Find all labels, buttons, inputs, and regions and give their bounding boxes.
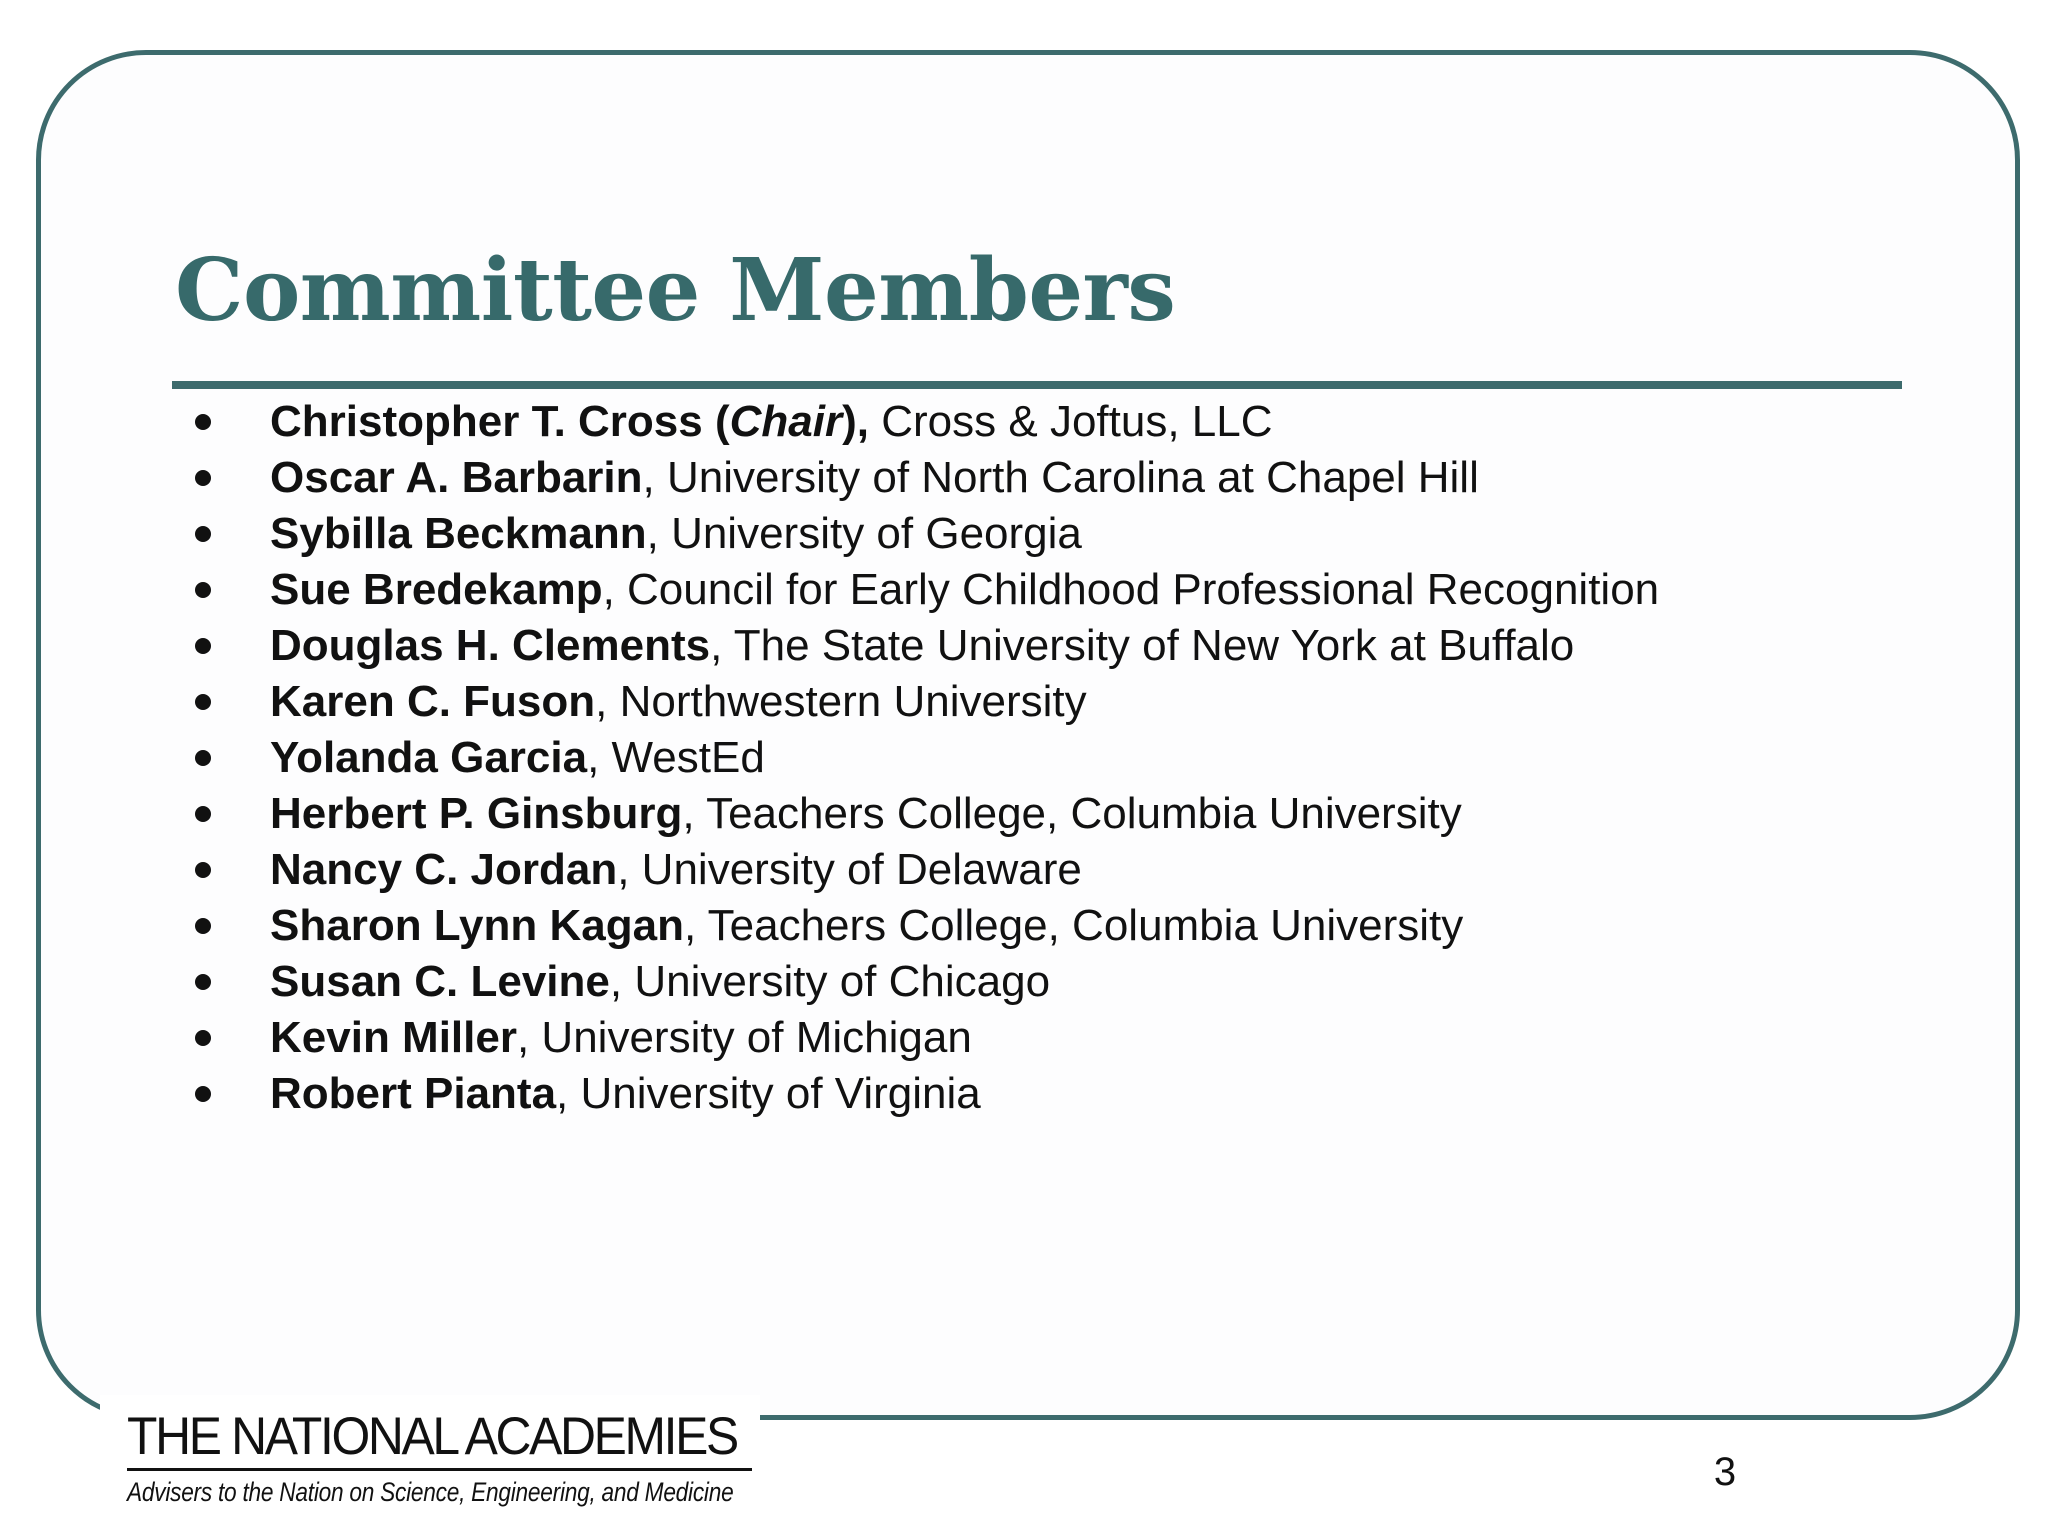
- member-name: Sue Bredekamp: [270, 565, 603, 614]
- member-item: Karen C. Fuson, Northwestern University: [190, 674, 1659, 730]
- member-item: Nancy C. Jordan, University of Delaware: [190, 842, 1659, 898]
- bullet-icon: [195, 582, 211, 598]
- member-name: Robert Pianta: [270, 1069, 557, 1118]
- member-affiliation: Teachers College, Columbia University: [706, 789, 1462, 838]
- member-name: Susan C. Levine: [270, 957, 610, 1006]
- member-affiliation: Northwestern University: [619, 677, 1087, 726]
- bullet-icon: [195, 414, 211, 430]
- member-name: Christopher T. Cross: [270, 397, 703, 446]
- member-affiliation: University of Delaware: [641, 845, 1082, 894]
- bullet-icon: [195, 806, 211, 822]
- member-name: Yolanda Garcia: [270, 733, 588, 782]
- member-affiliation: University of Virginia: [580, 1069, 981, 1118]
- logo-divider: [127, 1468, 752, 1471]
- bullet-icon: [195, 1086, 211, 1102]
- member-affiliation: The State University of New York at Buffalo: [733, 621, 1575, 670]
- member-name: Herbert P. Ginsburg: [270, 789, 683, 838]
- logo-title: THE NATIONAL ACADEMIES: [127, 1407, 737, 1466]
- bullet-icon: [195, 862, 211, 878]
- member-name: Kevin Miller: [270, 1013, 517, 1062]
- member-item: Sybilla Beckmann, University of Georgia: [190, 506, 1659, 562]
- member-affiliation: University of North Carolina at Chapel Hill: [666, 453, 1479, 502]
- bullet-icon: [195, 470, 211, 486]
- member-name: Nancy C. Jordan: [270, 845, 618, 894]
- bullet-icon: [195, 638, 211, 654]
- member-item: Oscar A. Barbarin, University of North Carolina at Chapel Hill: [190, 450, 1659, 506]
- member-item: Yolanda Garcia, WestEd: [190, 730, 1659, 786]
- member-item: Sharon Lynn Kagan, Teachers College, Columbia University: [190, 898, 1659, 954]
- committee-member-list: [190, 394, 1659, 1122]
- national-academies-logo: [127, 1407, 752, 1509]
- bullet-icon: [195, 1030, 211, 1046]
- member-item: Christopher T. Cross (Chair), Cross & Joftus, LLC: [190, 394, 1659, 450]
- member-affiliation: Teachers College, Columbia University: [707, 901, 1464, 950]
- bullet-icon: [195, 694, 211, 710]
- member-item: Herbert P. Ginsburg, Teachers College, Columbia University: [190, 786, 1659, 842]
- bullet-icon: [195, 750, 211, 766]
- member-name: Douglas H. Clements: [270, 621, 711, 670]
- page-number: 3: [1713, 1450, 1737, 1494]
- bullet-icon: [195, 526, 211, 542]
- member-name: Oscar A. Barbarin: [270, 453, 643, 502]
- title-divider: [172, 381, 1902, 389]
- slide-title: Committee Members: [175, 240, 1176, 341]
- bullet-icon: [195, 918, 211, 934]
- member-affiliation: University of Georgia: [671, 509, 1082, 558]
- logo-tagline: Advisers to the Nation on Science, Engineering, and Medicine: [127, 1477, 734, 1507]
- member-affiliation: WestEd: [611, 733, 765, 782]
- member-item: Robert Pianta, University of Virginia: [190, 1066, 1659, 1122]
- member-affiliation: Council for Early Childhood Professional Recognition: [627, 565, 1660, 614]
- member-item: Sue Bredekamp, Council for Early Childhood Professional Recognition: [190, 562, 1659, 618]
- member-name: Sharon Lynn Kagan: [270, 901, 684, 950]
- member-item: Kevin Miller, University of Michigan: [190, 1010, 1659, 1066]
- member-role: Chair: [729, 397, 843, 446]
- bullet-icon: [195, 974, 211, 990]
- member-affiliation: Cross & Joftus, LLC: [881, 397, 1273, 446]
- member-affiliation: University of Chicago: [634, 957, 1051, 1006]
- member-item: Susan C. Levine, University of Chicago: [190, 954, 1659, 1010]
- member-name: Karen C. Fuson: [270, 677, 596, 726]
- member-name: Sybilla Beckmann: [270, 509, 647, 558]
- member-item: Douglas H. Clements, The State University of New York at Buffalo: [190, 618, 1659, 674]
- member-affiliation: University of Michigan: [541, 1013, 972, 1062]
